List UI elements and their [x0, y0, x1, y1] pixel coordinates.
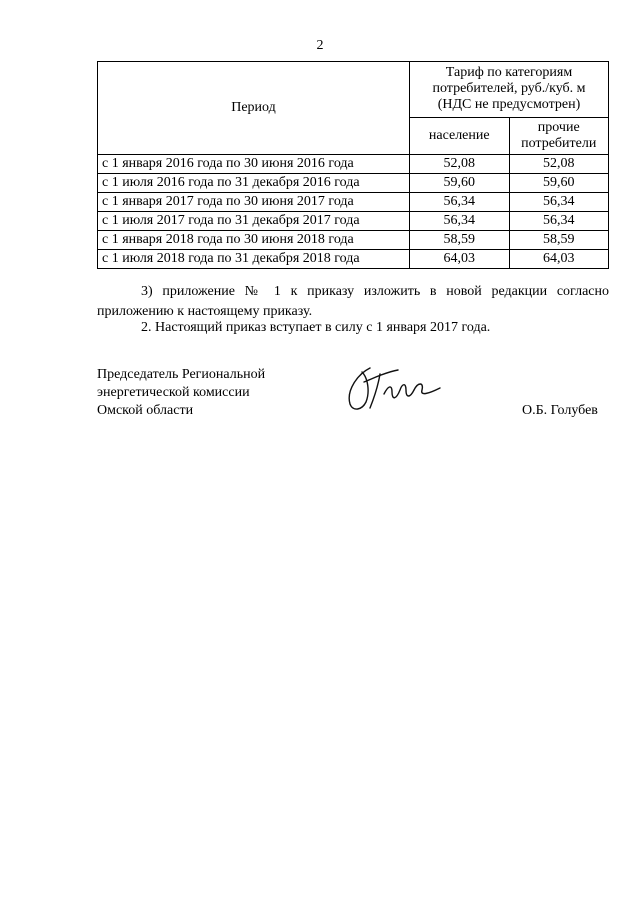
population-cell: 52,08 [410, 155, 510, 174]
other-cell: 58,59 [509, 231, 609, 250]
population-header: население [410, 117, 510, 154]
population-cell: 56,34 [410, 193, 510, 212]
handwritten-signature [340, 360, 450, 420]
population-cell: 56,34 [410, 212, 510, 231]
table-row [98, 231, 609, 250]
paragraph-item-2: 2. Настоящий приказ вступает в силу с 1 января 2017 года. [141, 320, 491, 335]
period-cell: с 1 января 2018 года по 30 июня 2018 года [98, 231, 410, 250]
other-header-line-1: прочие [537, 119, 580, 135]
tariff-header [410, 62, 609, 118]
tariff-header-line-3: (НДС не предусмотрен) [437, 97, 581, 113]
signer-title [97, 366, 265, 420]
table-row [98, 174, 609, 193]
page-number: 2 [316, 38, 324, 53]
period-header: Период [98, 62, 410, 155]
population-cell: 59,60 [410, 174, 510, 193]
other-cell: 59,60 [509, 174, 609, 193]
table-row [98, 212, 609, 231]
population-cell: 64,03 [410, 250, 510, 269]
other-header-line-2: потребители [521, 135, 597, 151]
other-cell: 52,08 [509, 155, 609, 174]
table-row [98, 193, 609, 212]
period-cell: с 1 июля 2018 года по 31 декабря 2018 года [98, 250, 410, 269]
period-cell: с 1 января 2017 года по 30 июня 2017 года [98, 193, 410, 212]
signer-title-line-2: энергетической комиссии [97, 385, 250, 400]
other-cell: 56,34 [509, 212, 609, 231]
other-cell: 56,34 [509, 193, 609, 212]
table-row [98, 250, 609, 269]
signer-name: О.Б. Голубев [522, 403, 598, 418]
period-cell: с 1 января 2016 года по 30 июня 2016 года [98, 155, 410, 174]
tariff-table [97, 61, 609, 269]
signer-title-line-1: Председатель Региональной [97, 367, 266, 382]
table-row [98, 155, 609, 174]
tariff-header-line-1: Тариф по категориям [445, 65, 573, 81]
paragraph-item-3: 3) приложение № 1 к приказу изложить в новой редакции согласно приложению к настоящему приказу. [97, 284, 609, 319]
other-cell: 64,03 [509, 250, 609, 269]
period-cell: с 1 июля 2016 года по 31 декабря 2016 года [98, 174, 410, 193]
signer-title-line-3: Омской области [97, 403, 194, 418]
other-consumers-header [509, 117, 609, 154]
population-cell: 58,59 [410, 231, 510, 250]
period-cell: с 1 июля 2017 года по 31 декабря 2017 года [98, 212, 410, 231]
tariff-header-line-2: потребителей, руб./куб. м [432, 81, 586, 97]
